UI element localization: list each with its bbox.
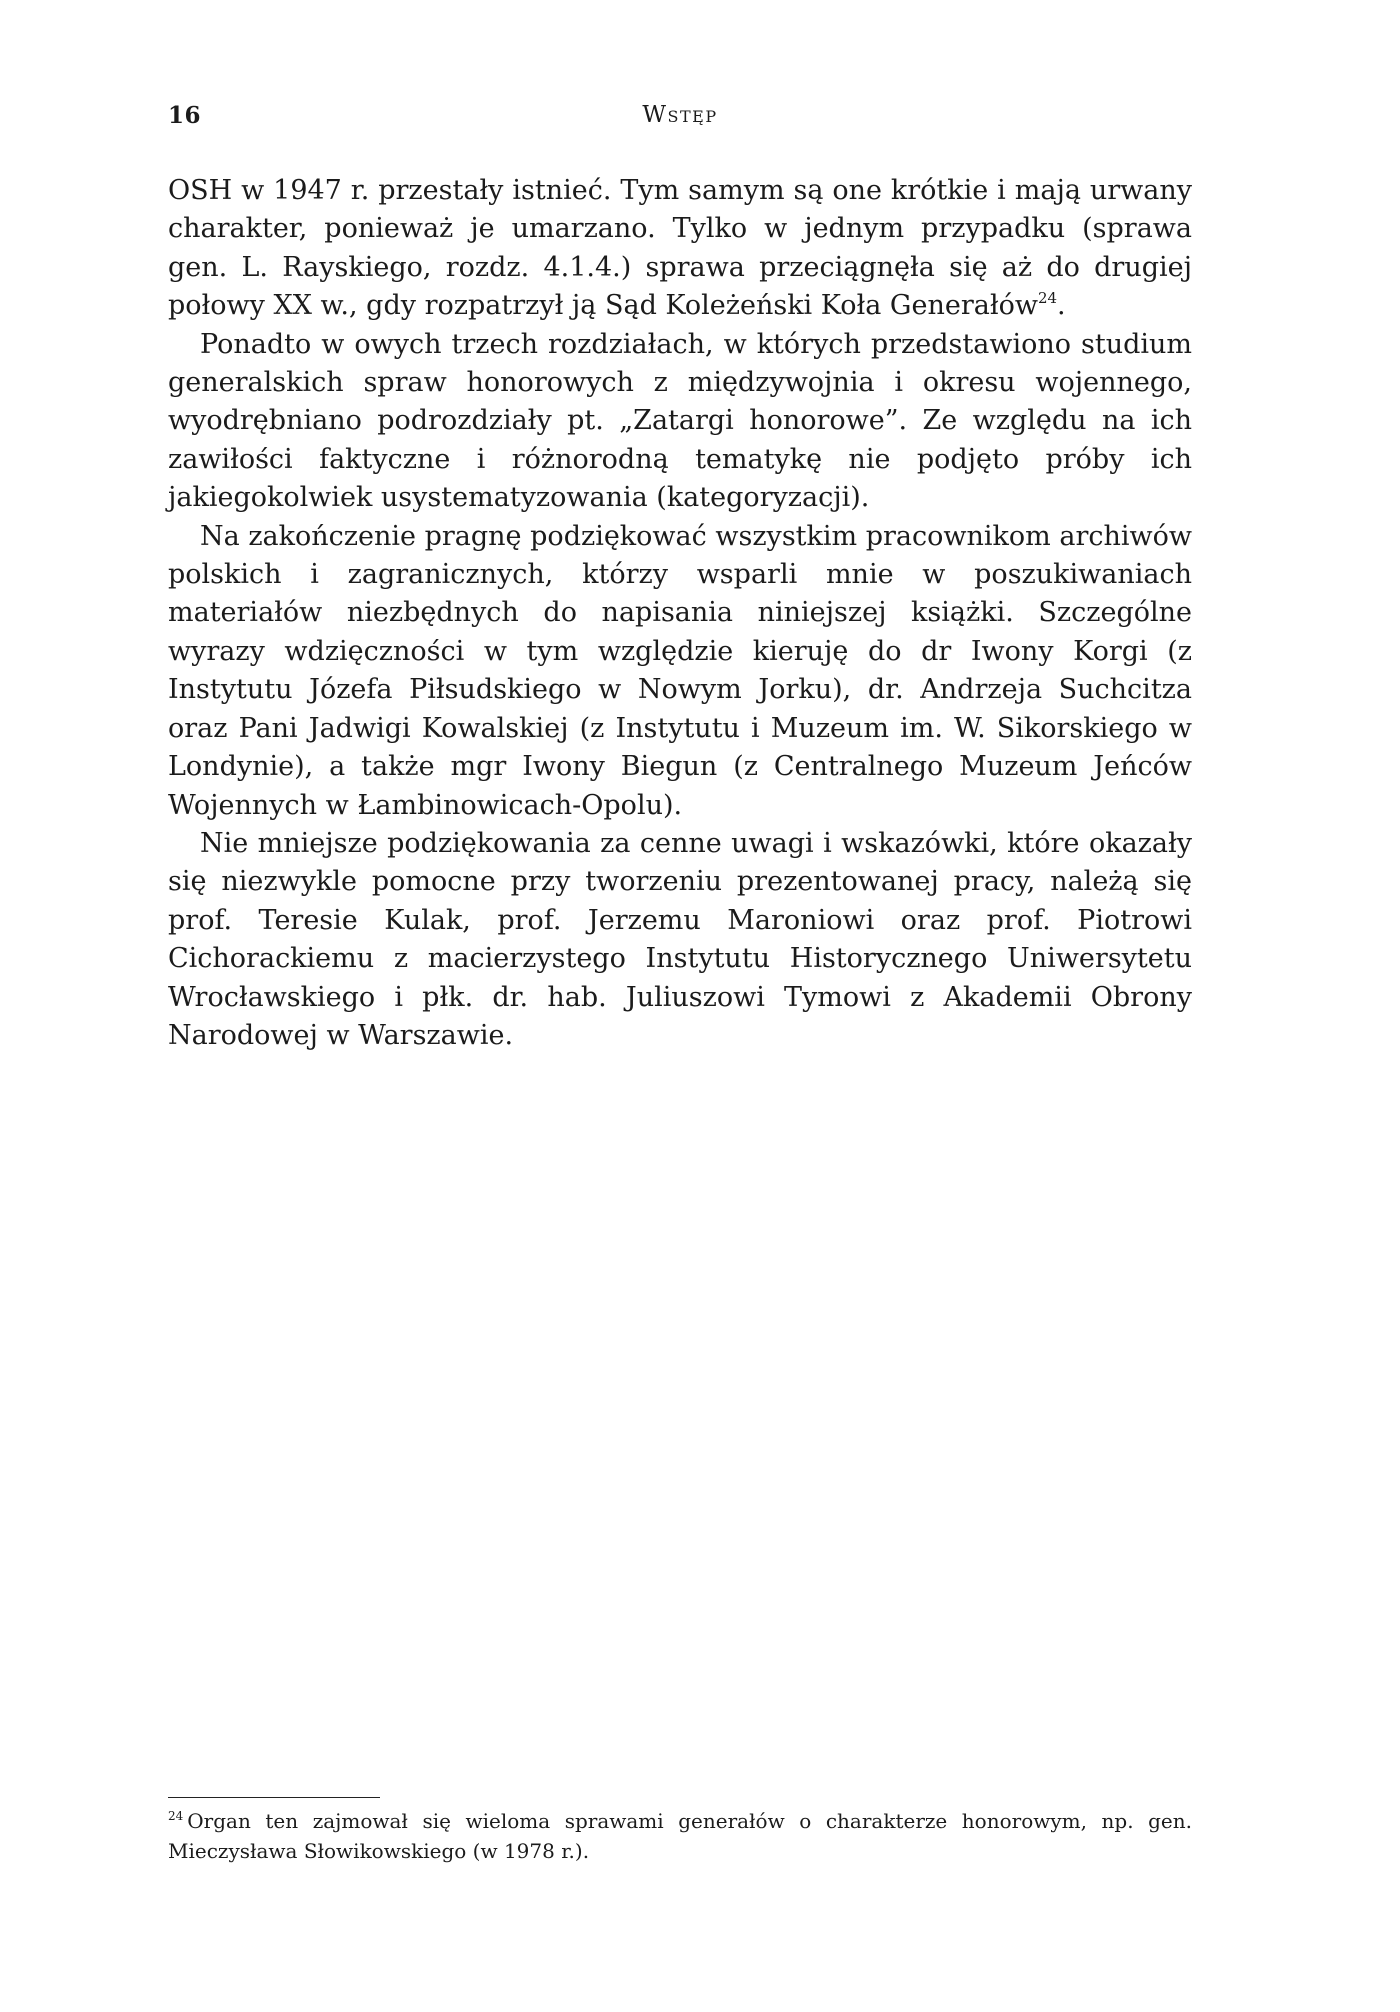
paragraph-4: Nie mniejsze podziękowania za cenne uwagi i wskazówki, które okazały się niezwykle pomocne przy tworzeniu prezentowanej pracy, należą się prof. Teresie Kulak, prof. Jerzemu Maroniowi oraz prof. Piotrowi Cichorackiemu z macierzystego Instytutu Historycznego Uniwersytetu Wrocławskiego i płk. dr. hab. Juliuszowi Tymowi z Akademii Obrony Narodowej w Warszawie. xyxy=(168,827,1192,1051)
paragraph-2: Ponadto w owych trzech rozdziałach, w których przedstawiono studium generalskich spraw honorowych z międzywojnia i okresu wojennego, wyodrębniano podrozdziały pt. „Zatargi honorowe”. Ze względu na ich zawiłości faktyczne i różnorodną tematykę nie podjęto próby ich jakiegokolwiek usystematyzowania (kategoryzacji). xyxy=(168,328,1192,514)
footnote-number: 24 xyxy=(168,1809,184,1823)
footnotes xyxy=(168,1806,1192,1866)
footnote-reference: 24 xyxy=(1037,289,1058,308)
paragraph-1-end: . xyxy=(1057,290,1066,322)
paragraph-1-text: OSH w 1947 r. przestały istnieć. Tym samym są one krótkie i mają urwany charakter, ponieważ je umarzano. Tylko w jednym przypadku (sprawa gen. L. Rayskiego, rozdz. 4.1.4.) sprawa przeciągnęła się aż do drugiej połowy XX w., gdy rozpatrzył ją Sąd Koleżeński Koła Generałów xyxy=(168,175,1192,322)
running-head xyxy=(168,102,1192,136)
page-number: 16 xyxy=(168,102,202,129)
footnote-separator xyxy=(168,1797,380,1798)
paragraph-1 xyxy=(168,172,1192,326)
chapter-title: Wstęp xyxy=(642,102,718,128)
body-text xyxy=(168,172,1192,1055)
footnote xyxy=(168,1806,1192,1866)
paragraph-3: Na zakończenie pragnę podziękować wszystkim pracownikom archiwów polskich i zagranicznych, którzy wsparli mnie w poszukiwaniach materiałów niezbędnych do napisania niniejszej książki. Szczególne wyrazy wdzięczności w tym względzie kieruję do dr Iwony Korgi (z Instytutu Józefa Piłsudskiego w Nowym Jorku), dr. Andrzeja Suchcitza oraz Pani Jadwigi Kowalskiej (z Instytutu i Muzeum im. W. Sikorskiego w Londynie), a także mgr Iwony Biegun (z Centralnego Muzeum Jeńców Wojennych w Łambinowicach-Opolu). xyxy=(168,520,1192,821)
footnote-text: Organ ten zajmował się wieloma sprawami generałów o charakterze honorowym, np. gen. Mieczysława Słowikowskiego (w 1978 r.). xyxy=(168,1809,1192,1863)
